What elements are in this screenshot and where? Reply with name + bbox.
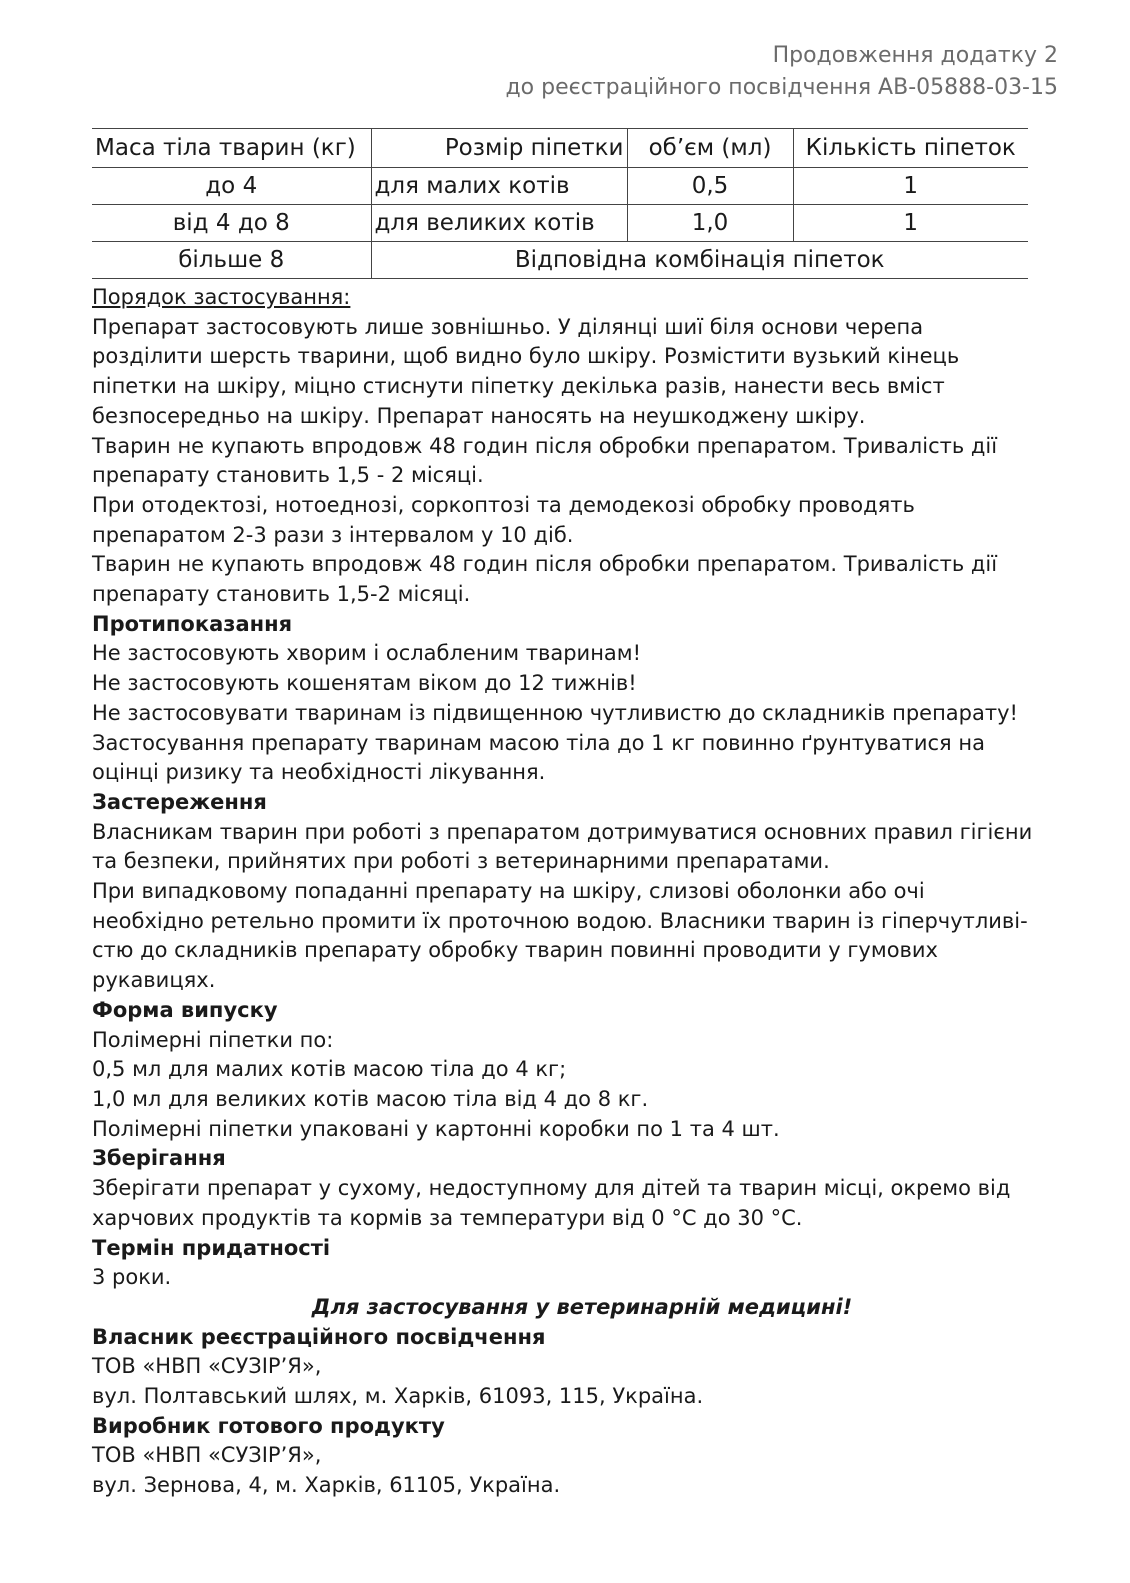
warnings-heading: Застереження (92, 789, 267, 814)
header-line-2: до реєстраційного посвідчення АВ-05888-03-15 (505, 75, 1058, 100)
storage-heading: Зберігання (92, 1146, 226, 1171)
usage-heading: Порядок застосування: (92, 285, 351, 309)
text-line: Препарат застосовують лише зовнішньо. У ділянці шиї біля основи черепа (92, 314, 924, 339)
release-form-heading: Форма випуску (92, 997, 278, 1022)
cell-count: 1 (793, 168, 1028, 205)
header-cell-mass: Маса тіла тварин (кг) (92, 129, 371, 168)
dosage-table (92, 128, 1028, 279)
storage-section (92, 1174, 1072, 1233)
text-line: розділити шерсть тварини, щоб видно було шкіру. Розмістити вузький кінець (92, 344, 960, 369)
document-header (458, 40, 1058, 104)
cell-mass: до 4 (92, 168, 371, 205)
cell-mass: більше 8 (92, 242, 371, 279)
text-line: При отодектозі, нотоеднозі, соркоптозі та демодекозі обробку проводять (92, 492, 915, 517)
text-line: Тварин не купають впродовж 48 годин після обробки препаратом. Тривалість дії (92, 433, 998, 458)
header-cell-count: Кількість піпеток (793, 129, 1028, 168)
shelf-life-heading: Термін придатності (92, 1235, 331, 1260)
text-line: Полімерні піпетки упаковані у картонні коробки по 1 та 4 шт. (92, 1116, 780, 1141)
table-row (92, 168, 1028, 205)
text-line: харчових продуктів та кормів за температури від 0 °С до 30 °С. (92, 1205, 803, 1230)
header-cell-pipette-size: Розмір піпетки (371, 129, 627, 168)
text-line: Застосування препарату тваринам масою тіла до 1 кг повинно ґрунтуватися на (92, 730, 985, 755)
text-line: препарату становить 1,5-2 місяці. (92, 582, 471, 607)
contraindications-section (92, 639, 1072, 788)
text-line: вул. Зернова, 4, м. Харків, 61105, Україна. (92, 1473, 561, 1498)
manufacturer-section (92, 1441, 1072, 1500)
cell-count: 1 (793, 205, 1028, 242)
text-line: Полімерні піпетки по: (92, 1027, 334, 1052)
text-line: безпосередньо на шкіру. Препарат наносять на неушкоджену шкіру. (92, 403, 866, 428)
cell-pipette-size: для великих котів (371, 205, 627, 242)
warnings-section (92, 818, 1072, 996)
text-line: 3 роки. (92, 1265, 172, 1290)
text-line: піпетки на шкіру, міцно стиснути піпетку декілька разів, нанести весь вміст (92, 374, 945, 399)
text-line: вул. Полтавський шлях, м. Харків, 61093, 115, Україна. (92, 1384, 704, 1409)
text-line: Не застосовують хворим і ослабленим тваринам! (92, 641, 642, 666)
cell-pipette-size: для малих котів (371, 168, 627, 205)
text-line: та безпеки, прийнятих при роботі з ветеринарними препаратами. (92, 849, 830, 874)
text-line: Не застосовують кошенятам віком до 12 тижнів! (92, 671, 637, 696)
document-body (92, 283, 1072, 1501)
text-line: Власникам тварин при роботі з препаратом дотримуватися основних правил гігієни (92, 819, 1033, 844)
text-line: При випадковому попаданні препарату на шкіру, слизові оболонки або очі (92, 879, 925, 904)
text-line: препарату становить 1,5 - 2 місяці. (92, 463, 484, 488)
text-line: 1,0 мл для великих котів масою тіла від 4 до 8 кг. (92, 1086, 649, 1111)
text-line: Зберігати препарат у сухому, недоступному для дітей та тварин місці, окремо від (92, 1176, 1011, 1201)
owner-heading: Власник реєстраційного посвідчення (92, 1324, 546, 1349)
table-row (92, 242, 1028, 279)
text-line: оцінці ризику та необхідності лікування. (92, 760, 546, 785)
header-cell-volume: об’єм (мл) (627, 129, 793, 168)
text-line: ТОВ «НВП «СУЗІР’Я», (92, 1443, 322, 1468)
table-row (92, 205, 1028, 242)
cell-volume: 1,0 (627, 205, 793, 242)
owner-section (92, 1352, 1072, 1411)
cell-volume: 0,5 (627, 168, 793, 205)
text-line: Не застосовувати тваринам із підвищенною чутливистю до складників препарату! (92, 700, 1018, 725)
cell-merged-combination: Відповідна комбінація піпеток (371, 242, 1028, 279)
text-line: препаратом 2-3 рази з інтервалом у 10 діб. (92, 522, 574, 547)
veterinary-use-note: Для застосування у ветеринарній медицині! (311, 1294, 853, 1319)
contraindications-heading: Протипоказання (92, 611, 293, 636)
text-line: необхідно ретельно промити їх проточною водою. Власники тварин із гіперчутливі- (92, 908, 1028, 933)
text-line: 0,5 мл для малих котів масою тіла до 4 кг; (92, 1057, 567, 1082)
cell-mass: від 4 до 8 (92, 205, 371, 242)
shelf-life-section (92, 1263, 1072, 1293)
text-line: стю до складників препарату обробку тварин повинні проводити у гумових (92, 938, 938, 963)
release-form-section (92, 1026, 1072, 1145)
text-line: ТОВ «НВП «СУЗІР’Я», (92, 1354, 322, 1379)
header-line-1: Продовження додатку 2 (772, 43, 1058, 68)
usage-section (92, 313, 1072, 610)
text-line: Тварин не купають впродовж 48 годин після обробки препаратом. Тривалість дії (92, 552, 998, 577)
manufacturer-heading: Виробник готового продукту (92, 1413, 445, 1438)
table-header-row (92, 129, 1028, 168)
text-line: рукавицях. (92, 968, 216, 993)
